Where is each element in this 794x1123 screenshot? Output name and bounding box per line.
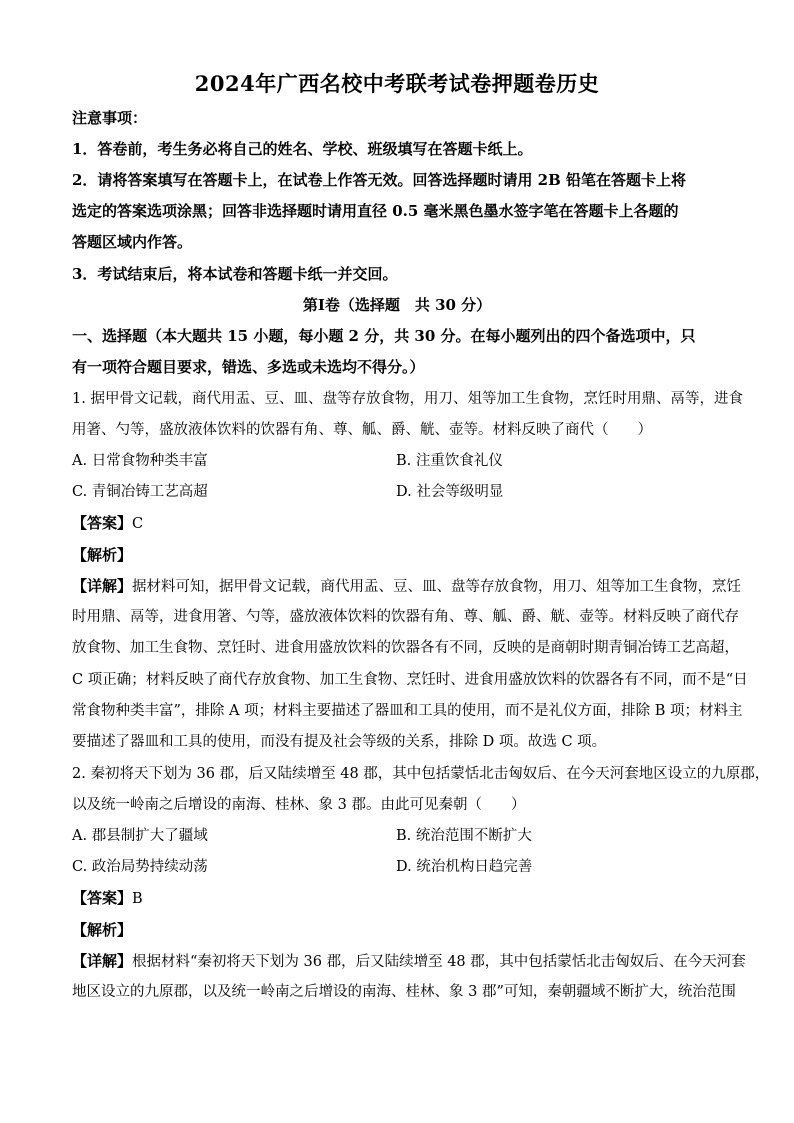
notice-item-2-cont2: 答题区域内作答。 [72, 233, 193, 251]
q1-detail-text-1: 据材料可知，据甲骨文记载，商代用盂、豆、皿、盘等存放食物，用刀、俎等加工生食物，烹饪 [132, 579, 742, 595]
q2-option-c: C. 政治局势持续动荡 [72, 859, 208, 875]
q2-answer-label: 【答案】 [72, 889, 133, 907]
q1-detail-5: 常食物种类丰富”，排除 A 项；材料主要描述了器皿和工具的使用，而不是礼仪方面，排除 B 项；材料主 [72, 703, 743, 719]
q1-option-a: A. 日常食物种类丰富 [72, 453, 208, 469]
notice-item-3: 3．考试结束后，将本试卷和答题卡纸一并交回。 [72, 265, 398, 283]
q2-detail-2: 地区设立的九原郡，以及统一岭南之后增设的南海、桂林、象 3 郡”可知，秦朝疆域不断扩大，统治范围 [72, 984, 736, 1000]
q1-detail-2: 时用鼎、鬲等，进食用箸、勺等，盛放液体饮料的饮器有角、尊、觚、爵、觥、壶等。材料反映了商代存 [72, 609, 739, 625]
q1-analysis-label: 【解析】 [72, 546, 133, 564]
q2-detail-label: 【详解】 [72, 952, 133, 970]
q1-answer [72, 513, 143, 534]
notice-item-2: 2．请将答案填写在答题卡上，在试卷上作答无效。回答选择题时请用 2B 铅笔在答题卡上将 [72, 171, 687, 189]
q2-option-a: A. 郡县制扩大了疆域 [72, 828, 208, 844]
page-title: 2024年广西名校中考联考试卷押题卷历史 [194, 71, 600, 96]
q2-answer-value: B [132, 891, 143, 907]
q2-detail-1 [72, 951, 746, 972]
section-instruction-2: 有一项符合题目要求，错选、多选或未选均不得分。） [72, 358, 425, 376]
q1-option-c: C. 青铜冶铸工艺高超 [72, 484, 208, 500]
q1-stem-1: 1. 据甲骨文记载，商代用盂、豆、皿、盘等存放食物，用刀、俎等加工生食物，烹饪时用鼎、鬲等，进食 [72, 391, 743, 407]
q2-stem-2: 以及统一岭南之后增设的南海、桂林、象 3 郡。由此可见秦朝（ ） [72, 797, 526, 813]
q2-stem-1: 2. 秦初将天下划为 36 郡，后又陆续增至 48 郡，其中包括蒙恬北击匈奴后、在今天河套地区设立的九原郡， [72, 766, 770, 782]
q1-detail-6: 要描述了器皿和工具的使用，而没有提及社会等级的关系，排除 D 项。故选 C 项。 [72, 734, 607, 750]
q1-detail-label: 【详解】 [72, 577, 133, 595]
q2-answer [72, 888, 143, 909]
q1-detail-3: 放食物、加工生食物、烹饪时、进食用盛放饮料的饮器各有不同，反映的是商朝时期青铜冶铸工艺高超， [72, 640, 739, 656]
q2-analysis-label: 【解析】 [72, 921, 133, 939]
q1-option-d: D. 社会等级明显 [396, 484, 504, 500]
q1-detail-4: C 项正确；材料反映了商代存放食物、加工生食物、烹饪时、进食用盛放饮料的饮器各有不同，而不是“日 [72, 672, 748, 688]
q2-option-b: B. 统治范围不断扩大 [396, 828, 532, 844]
section-instruction-1: 一、选择题（本大题共 15 小题，每小题 2 分，共 30 分。在每小题列出的四个备选项中，只 [72, 327, 696, 345]
q1-stem-2: 用箸、勺等，盛放液体饮料的饮器有角、尊、觚、爵、觥、壶等。材料反映了商代（ ） [72, 422, 652, 438]
q2-option-d: D. 统治机构日趋完善 [396, 859, 533, 875]
q1-answer-value: C [132, 516, 144, 532]
section-title: 第Ⅰ卷（选择题 共 30 分） [302, 296, 492, 314]
q2-detail-text-1: 根据材料“秦初将天下划为 36 郡，后又陆续增至 48 郡，其中包括蒙恬北击匈奴后、在今天河套 [132, 954, 746, 970]
q1-detail-1 [72, 576, 741, 597]
q1-option-b: B. 注重饮食礼仪 [396, 453, 503, 469]
notice-heading: 注意事项： [72, 109, 148, 127]
notice-item-1: 1．答卷前，考生务必将自己的姓名、学校、班级填写在答题卡纸上。 [72, 140, 533, 158]
notice-item-2-cont: 选定的答案选项涂黑；回答非选择题时请用直径 0.5 毫米黑色墨水签字笔在答题卡上各题的 [72, 202, 679, 220]
q1-answer-label: 【答案】 [72, 514, 133, 532]
